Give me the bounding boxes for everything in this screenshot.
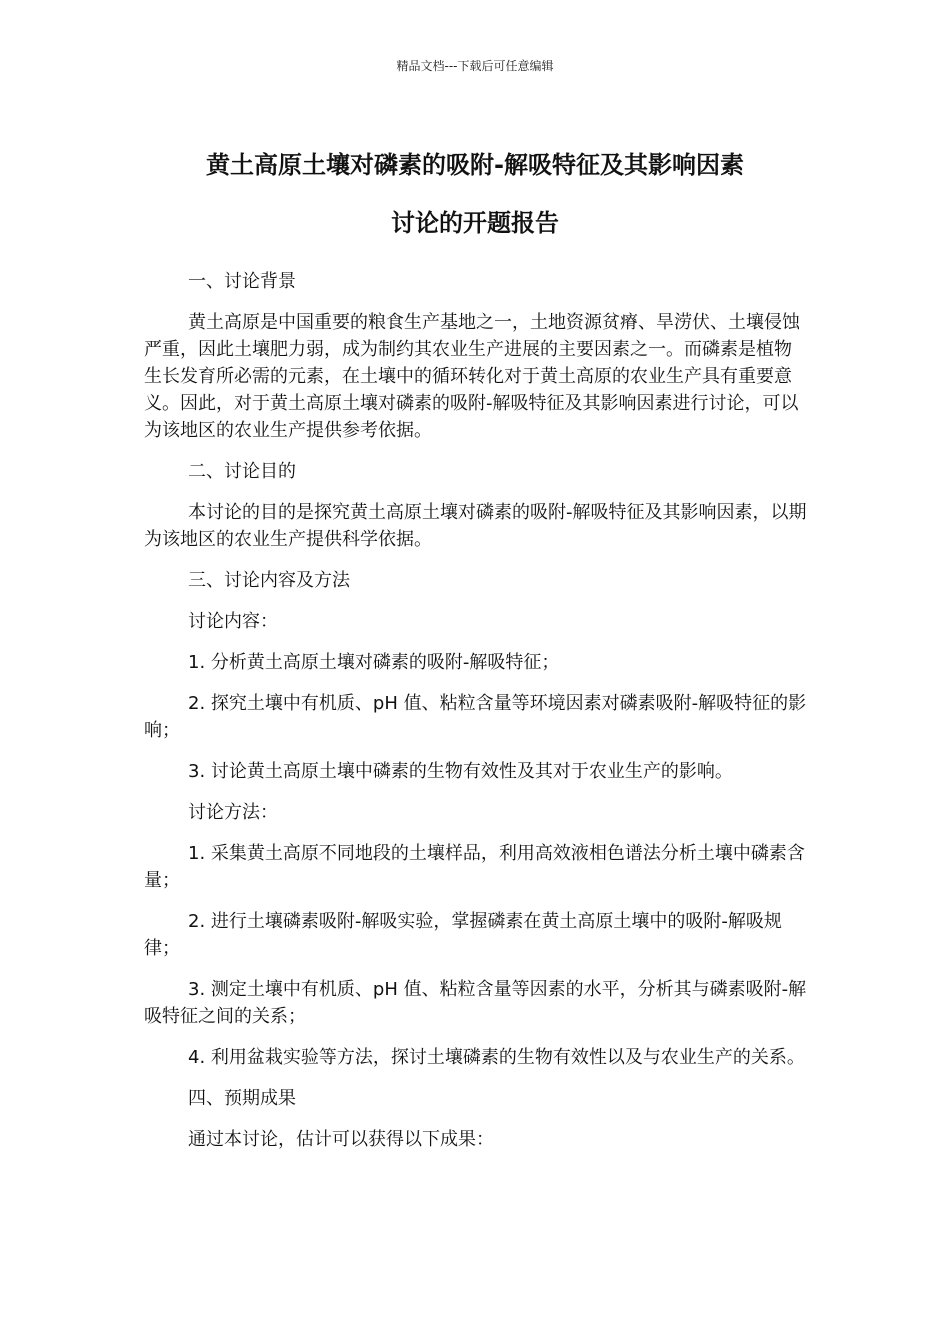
paragraph-expected-results: 通过本讨论，估计可以获得以下成果： [188, 1129, 494, 1150]
subheading-methods: 讨论方法： [188, 802, 278, 823]
content-item-1: 1. 分析黄土高原土壤对磷素的吸附-解吸特征； [188, 652, 560, 673]
method-item-3: 3. 测定土壤中有机质、pH 值、粘粒含量等因素的水平，分析其与磷素吸附-解吸特征之间的关系； [144, 979, 807, 1027]
paragraph-background: 黄土高原是中国重要的粮食生产基地之一，土地资源贫瘠、旱涝伏、土壤侵蚀严重，因此土壤肥力弱，成为制约其农业生产进展的主要因素之一。而磷素是植物生长发育所必需的元素，在土壤中的循环转化对于黄土高原的农业生产具有重要意义。因此，对于黄土高原土壤对磷素的吸附-解吸特征及其影响因素进行讨论，可以为该地区的农业生产提供参考依据。 [144, 312, 800, 441]
section-heading-expected-results: 四、预期成果 [188, 1088, 296, 1109]
section-heading-background: 一、讨论背景 [188, 271, 296, 292]
title-line-1: 黄土高原土壤对磷素的吸附-解吸特征及其影响因素 [206, 151, 744, 179]
method-item-4: 4. 利用盆栽实验等方法，探讨土壤磷素的生物有效性以及与农业生产的关系。 [188, 1047, 805, 1068]
section-heading-content-methods: 三、讨论内容及方法 [188, 570, 350, 591]
method-item-2: 2. 进行土壤磷素吸附-解吸实验，掌握磷素在黄土高原土壤中的吸附-解吸规律； [144, 911, 782, 959]
document-title [100, 136, 850, 252]
paragraph-purpose: 本讨论的目的是探究黄土高原土壤对磷素的吸附-解吸特征及其影响因素，以期为该地区的农业生产提供科学依据。 [144, 502, 807, 550]
title-line-2: 讨论的开题报告 [391, 209, 559, 237]
document-body [144, 268, 809, 1167]
section-heading-purpose: 二、讨论目的 [188, 461, 296, 482]
subheading-content: 讨论内容： [188, 611, 278, 632]
content-item-2: 2. 探究土壤中有机质、pH 值、粘粒含量等环境因素对磷素吸附-解吸特征的影响； [144, 693, 807, 741]
method-item-1: 1. 采集黄土高原不同地段的土壤样品，利用高效液相色谱法分析土壤中磷素含量； [144, 843, 805, 891]
page-header: 精品文档---下载后可任意编辑 [396, 59, 554, 73]
content-item-3: 3. 讨论黄土高原土壤中磷素的生物有效性及其对于农业生产的影响。 [188, 761, 733, 782]
